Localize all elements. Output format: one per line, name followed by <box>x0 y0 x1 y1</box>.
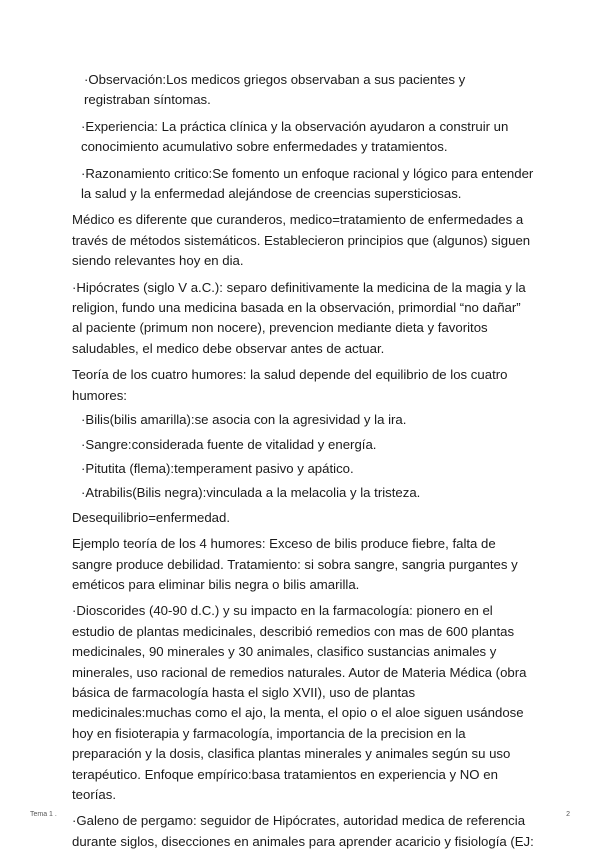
paragraph-hipocrates: ·Hipócrates (siglo V a.C.): separo definitivamente la medicina de la magia y la religion, fundo una medicina basada en la observación, primordial “no dañar” al paciente (primum non nocere), prevencion mediante dieta y favoritos saludables, el medico debe observar antes de actuar. <box>72 279 526 356</box>
paragraph-razonamiento: ·Razonamiento critico:Se fomento un enfoque racional y lógico para entender la salud y la enfermedad alejándose de creencias supersticiosas. <box>81 165 534 202</box>
list-item-pitutita: ·Pitutita (flema):temperament pasivo y apático. <box>81 460 354 476</box>
paragraph-desequilibrio: Desequilibrio=enfermedad. <box>72 509 230 525</box>
paragraph-galeno: ·Galeno de pergamo: seguidor de Hipócrates, autoridad medica de referencia durante siglos, disecciones en animales para aprender acaricio y fisiología (EJ: <box>72 813 534 849</box>
list-item-sangre: ·Sangre:considerada fuente de vitalidad y energía. <box>81 436 377 452</box>
paragraph-medico: Médico es diferente que curanderos, medico=tratamiento de enfermedades a través de métodos sistemáticos. Establecieron principios que (algunos) siguen siendo relevantes hoy en dia. <box>72 212 531 269</box>
paragraph-experiencia: ·Experiencia: La práctica clínica y la observación ayudaron a construir un conocimiento acumulativo sobre enfermedades y tratamientos. <box>81 118 509 155</box>
footer-chapter-label: Tema 1 . <box>30 811 57 818</box>
paragraph-dioscorides: ·Dioscorides (40-90 d.C.) y su impacto en la farmacología: pionero en el estudio de plantas medicinales, describió remedios con mas de 600 plantas medicinales, 90 minerales y 30 animales, clasifico sustancias animales y minerales, uso racional de remedios naturales. Autor de Materia Médica (obra básica de farmacología hasta el siglo XVII), uso de plantas medicinales:muchas como el ajo, la menta, el opio o el aloe siguen usándose hoy en fisioterapia y farmacología, importancia de la precision en la preparación y la dosis, clasifica plantas minerales y animales según su uso terapéutico. Enfoque empírico:basa tratamientos en experiencia y NO en teorías. <box>72 603 527 802</box>
page-number: 2 <box>566 811 570 818</box>
paragraph-teoria-humores: Teoría de los cuatro humores: la salud depende del equilibrio de los cuatro humores: <box>72 367 508 403</box>
document-body <box>72 70 534 858</box>
paragraph-ejemplo-humores: Ejemplo teoría de los 4 humores: Exceso de bilis produce fiebre, falta de sangre produce debilidad. Tratamiento: si sobra sangre, sangria purgantes y eméticos para eliminar bilis negra o bilis amarilla. <box>72 536 518 592</box>
paragraph-observacion: ·Observación:Los medicos griegos observaban a sus pacientes y registraban síntomas. <box>84 72 466 108</box>
list-item-atrabilis: ·Atrabilis(Bilis negra):vinculada a la melacolia y la tristeza. <box>81 485 421 501</box>
list-item-bilis: ·Bilis(bilis amarilla):se asocia con la agresividad y la ira. <box>81 412 407 428</box>
